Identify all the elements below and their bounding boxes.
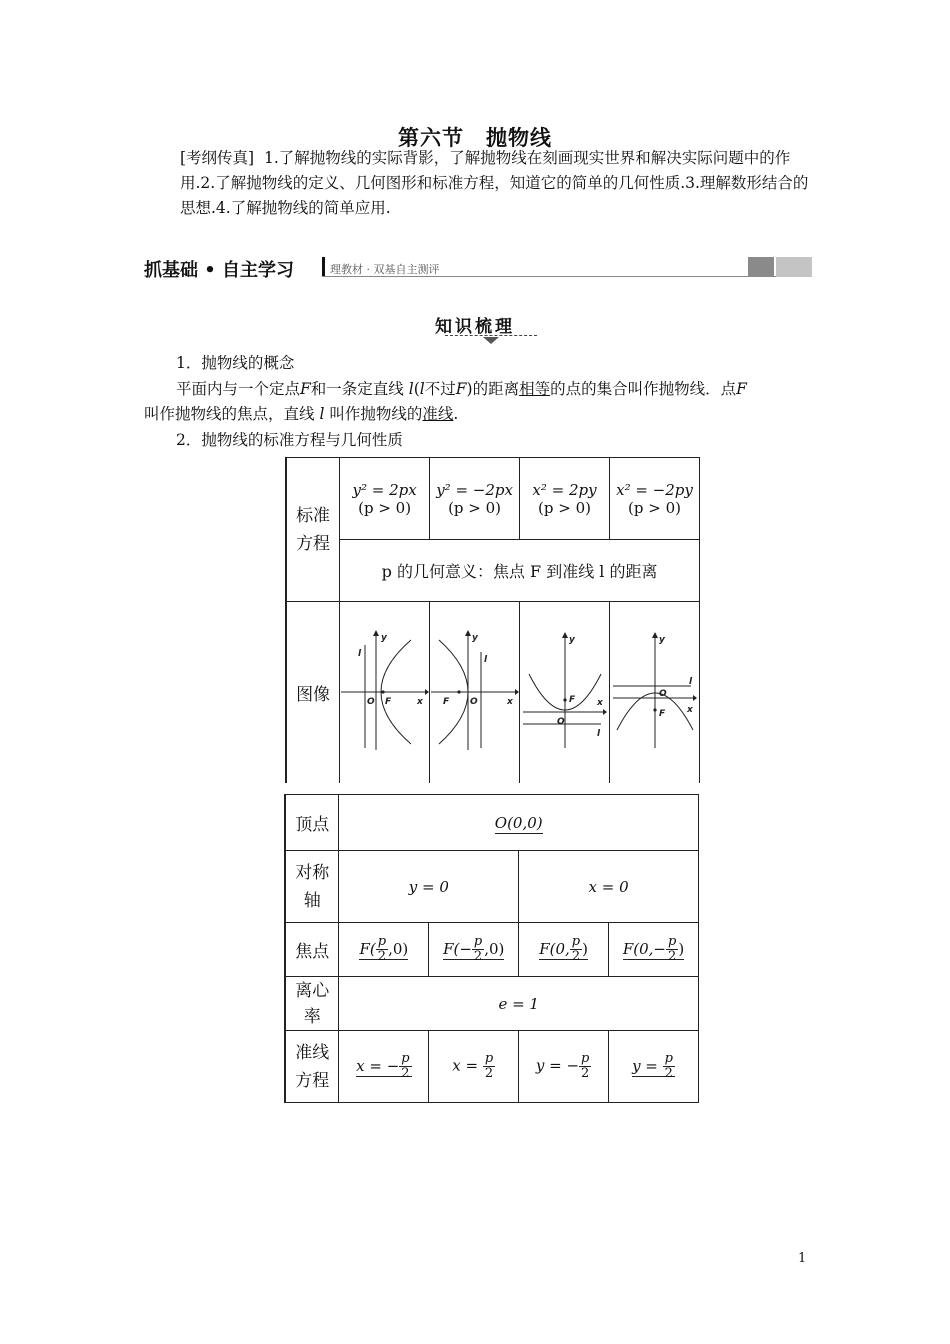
band-heading: 抓基础 • 自主学习 bbox=[144, 260, 295, 281]
axis-value-2: x = 0 bbox=[519, 851, 699, 923]
graph-right-opening bbox=[341, 630, 429, 750]
page-title: 第六节 抛物线 bbox=[398, 125, 552, 150]
standard-equation-table bbox=[285, 457, 700, 783]
graph-left-opening bbox=[431, 630, 519, 750]
intro-label: [考纲传真] bbox=[180, 149, 255, 167]
focus-cell-2: F(− $\frac{p}{2}$ ,0) bbox=[429, 923, 519, 977]
svg-text:y: y bbox=[658, 635, 665, 646]
section-band bbox=[144, 257, 812, 279]
svg-text:x: x bbox=[416, 697, 423, 708]
svg-text:x: x bbox=[686, 705, 693, 716]
row-label-axis: 对称 轴 bbox=[285, 851, 339, 923]
equation-cell-3: x² = 2py (p > 0) bbox=[520, 458, 610, 540]
item2-heading: 2．抛物线的标准方程与几何性质 bbox=[176, 431, 403, 449]
svg-text:O: O bbox=[469, 697, 478, 708]
focus-cell-1: F( $\frac{p}{2}$ ,0) bbox=[339, 923, 429, 977]
directrix-cell-4: y = $\frac{p}{2}$ bbox=[609, 1031, 699, 1103]
svg-text:l: l bbox=[688, 677, 692, 688]
p-meaning: p 的几何意义：焦点 F 到准线 l 的距离 bbox=[340, 540, 700, 602]
graph-cell-3 bbox=[520, 602, 610, 783]
vertex-value: O(0,0) bbox=[339, 795, 699, 851]
svg-text:x: x bbox=[596, 698, 603, 709]
svg-text:y: y bbox=[380, 633, 387, 644]
svg-text:x: x bbox=[506, 697, 513, 708]
svg-text:O: O bbox=[366, 697, 375, 708]
directrix-cell-1: x = − $\frac{p}{2}$ bbox=[339, 1031, 429, 1103]
blank-equal: 相等 bbox=[519, 380, 551, 398]
equation-cell-2: y² = −2px (p > 0) bbox=[430, 458, 520, 540]
eccentricity-value: e = 1 bbox=[339, 977, 699, 1031]
row-label-eccentricity: 离心 率 bbox=[285, 977, 339, 1031]
focus-cell-4: F(0,− $\frac{p}{2}$ ) bbox=[609, 923, 699, 977]
svg-text:F: F bbox=[384, 697, 391, 708]
section-heading-underline bbox=[445, 335, 537, 336]
graph-cell-2 bbox=[430, 602, 520, 783]
svg-text:y: y bbox=[471, 633, 478, 644]
row-label-focus: 焦点 bbox=[285, 923, 339, 977]
blank-directrix: 准线 bbox=[422, 405, 454, 423]
svg-text:y: y bbox=[568, 635, 575, 646]
svg-text:l: l bbox=[596, 729, 600, 740]
band-block-light bbox=[776, 257, 812, 277]
section-heading: 知识梳理 bbox=[435, 317, 515, 337]
intro-text: 1.了解抛物线的实际背影，了解抛物线在刻画现实世界和解决实际问题中的作用.2.了解抛物线的定义、几何图形和标准方程，知道它的简单的几何性质.3.理解数形结合的思想.4.了解抛物线的简单应用. bbox=[180, 149, 809, 217]
graph-cell-1 bbox=[340, 602, 430, 783]
row-label-directrix: 准线 方程 bbox=[285, 1031, 339, 1103]
row-label-vertex: 顶点 bbox=[285, 795, 339, 851]
graph-up-opening bbox=[521, 630, 609, 750]
row-label-graph: 图像 bbox=[286, 602, 340, 783]
directrix-cell-3: y = − $\frac{p}{2}$ bbox=[519, 1031, 609, 1103]
band-block-dark bbox=[748, 257, 774, 277]
svg-text:F: F bbox=[568, 695, 575, 706]
axis-value-1: y = 0 bbox=[339, 851, 519, 923]
graph-cell-4 bbox=[610, 602, 700, 783]
properties-table bbox=[284, 794, 699, 1103]
item1-body: 平面内与一个定点F和一条定直线 l(l不过F)的距离相等的点的集合叫作抛物线．点F 叫作抛物线的焦点，直线 l 叫作抛物线的准线. bbox=[144, 380, 747, 423]
svg-text:F: F bbox=[658, 709, 665, 720]
svg-text:l: l bbox=[483, 655, 487, 666]
svg-text:O: O bbox=[556, 717, 565, 728]
svg-text:l: l bbox=[357, 649, 361, 660]
page-number: 1 bbox=[798, 1251, 807, 1266]
svg-text:O: O bbox=[658, 689, 667, 700]
band-divider bbox=[322, 257, 325, 277]
section-heading-arrow-icon bbox=[483, 337, 499, 344]
equation-cell-1: y² = 2px (p > 0) bbox=[340, 458, 430, 540]
equation-cell-4: x² = −2py (p > 0) bbox=[610, 458, 700, 540]
directrix-cell-2: x = $\frac{p}{2}$ bbox=[429, 1031, 519, 1103]
band-rule bbox=[322, 276, 812, 277]
item1-heading: 1．抛物线的概念 bbox=[176, 354, 295, 372]
svg-text:F: F bbox=[442, 697, 449, 708]
focus-cell-3: F(0, $\frac{p}{2}$ ) bbox=[519, 923, 609, 977]
band-subheading: 理教材 · 双基自主测评 bbox=[330, 263, 440, 276]
intro-paragraph bbox=[144, 146, 812, 221]
row-label-standard-equation: 标准 方程 bbox=[286, 458, 340, 602]
graph-down-opening bbox=[611, 630, 699, 750]
